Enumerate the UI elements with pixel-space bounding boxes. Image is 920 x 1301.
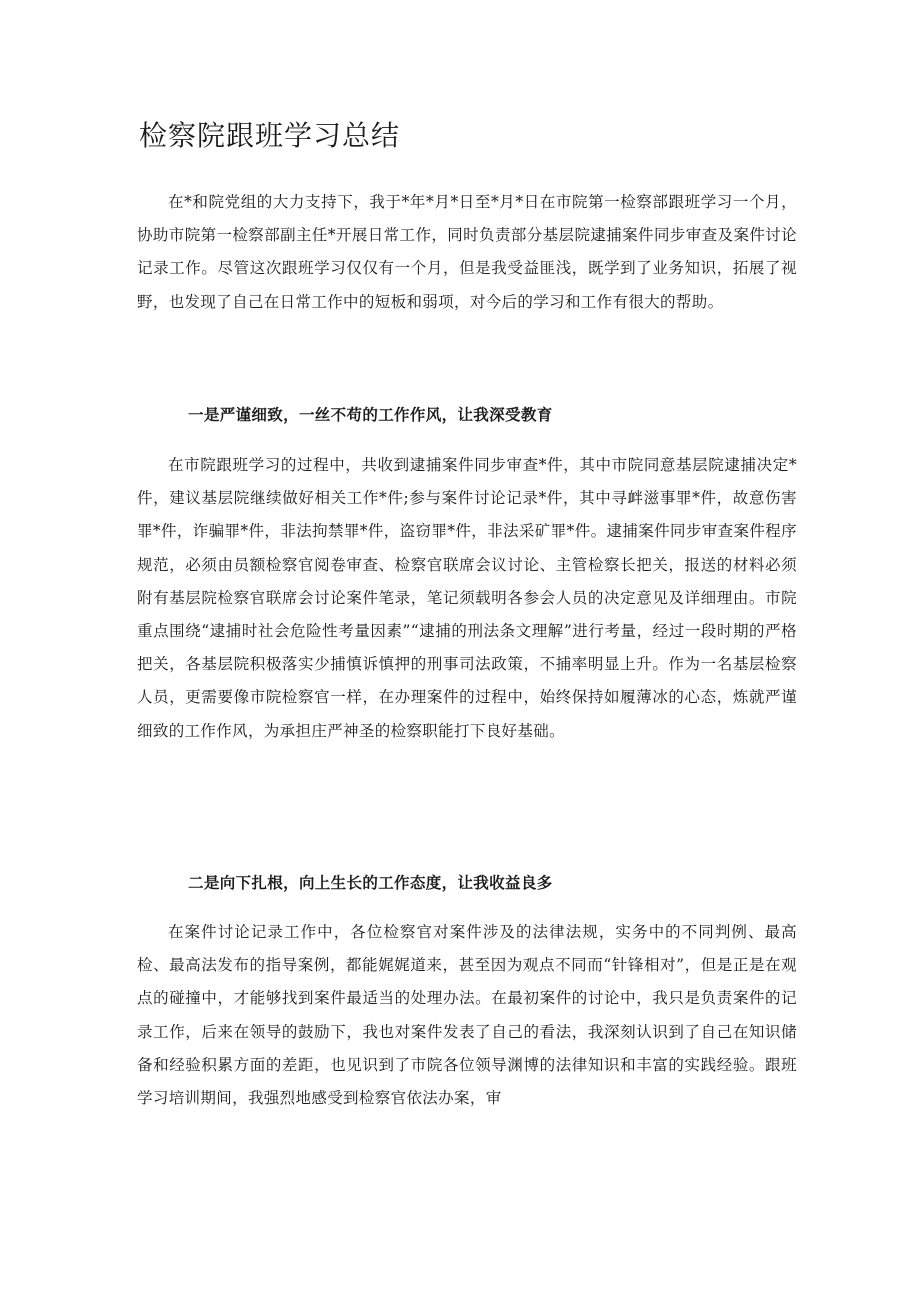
section-heading-2: 二是向下扎根，向上生长的工作态度，让我收益良多 bbox=[188, 873, 553, 892]
section-1-paragraph: 在市院跟班学习的过程中，共收到逮捕案件同步审查*件，其中市院同意基层院逮捕决定*件，建议基层院继续做好相关工作*件;参与案件讨论记录*件，其中寻衅滋事罪*件，故意伤害罪*件，诈骗罪*件，非法拘禁罪*件，盗窃罪*件，非法采矿罪*件。逮捕案件同步审查案件程序规范，必须由员额检察官阅卷审查、检察官联席会议讨论、主管检察长把关，报送的材料必须附有基层院检察官联席会讨论案件笔录，笔记须载明各参会人员的决定意见及详细理由。市院重点围绕“逮捕时社会危险性考量因素”“逮捕的刑法条文理解”进行考量，经过一段时期的严格把关，各基层院积极落实少捕慎诉慎押的刑事司法政策，不捕率明显上升。作为一名基层检察人员，更需要像市院检察官一样，在办理案件的过程中，始终保持如履薄冰的心态，炼就严谨细致的工作作风，为承担庄严神圣的检察职能打下良好基础。 bbox=[137, 456, 797, 740]
section-2-paragraph: 在案件讨论记录工作中，各位检察官对案件涉及的法律法规，实务中的不同判例、最高检、最高法发布的指导案例，都能娓娓道来，甚至因为观点不同而“针锋相对”，但是正是在观点的碰撞中，才能够找到案件最适当的处理办法。在最初案件的讨论中，我只是负责案件的记录工作，后来在领导的鼓励下，我也对案件发表了自己的看法，我深刻认识到了自己在知识储备和经验积累方面的差距，也见识到了市院各位领导渊博的法律知识和丰富的实践经验。跟班学习培训期间，我强烈地感受到检察官依法办案，审 bbox=[137, 923, 797, 1108]
section-heading-1: 一是严谨细致，一丝不苟的工作作风，让我深受教育 bbox=[188, 405, 553, 424]
document-title: 检察院跟班学习总结 bbox=[139, 119, 401, 152]
intro-paragraph: 在*和院党组的大力支持下，我于*年*月*日至*月*日在市院第一检察部跟班学习一个月，协助市院第一检察部副主任*开展日常工作，同时负责部分基层院逮捕案件同步审查及案件讨论记录工作。尽管这次跟班学习仅仅有一个月，但是我受益匪浅，既学到了业务知识，拓展了视野，也发现了自己在日常工作中的短板和弱项，对今后的学习和工作有很大的帮助。 bbox=[137, 193, 797, 311]
